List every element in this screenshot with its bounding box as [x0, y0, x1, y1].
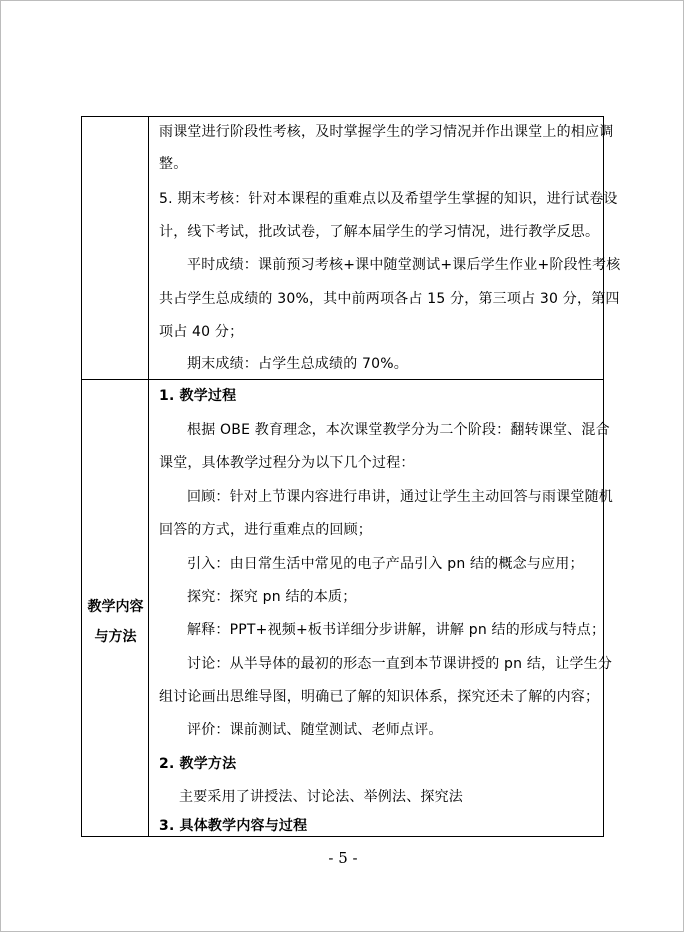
row-content-cell: [149, 117, 621, 379]
text-line: 共占学生总成绩的 30%，其中前两项各占 15 分，第三项占 30 分，第四: [159, 291, 620, 307]
text-line: 讨论：从半导体的最初的形态一直到本节课讲授的 pn 结，让学生分: [187, 656, 613, 672]
text-line: 回答的方式，进行重难点的回顾；: [159, 522, 372, 538]
text-line: 整。: [159, 156, 188, 172]
row-label-line: 与方法: [94, 629, 137, 645]
text-line: 探究：探究 pn 结的本质；: [187, 589, 357, 605]
page-number: - 5 -: [328, 849, 358, 867]
row-content-cell: [149, 380, 613, 836]
text-line: 平时成绩：课前预习考核+课中随堂测试+课后学生作业+阶段性考核: [187, 257, 621, 273]
table-row-teaching: [82, 380, 613, 836]
text-line: 项占 40 分；: [159, 324, 244, 340]
content-table: [81, 116, 621, 837]
row-label-line: 教学内容: [87, 599, 144, 615]
text-line: 解释：PPT+视频+板书详细分步讲解，讲解 pn 结的形成与特点；: [187, 622, 606, 638]
text-line: 雨课堂进行阶段性考核，及时掌握学生的学习情况并作出课堂上的相应调: [159, 124, 614, 140]
row-label: [82, 592, 149, 652]
row-label-cell: [82, 380, 149, 836]
text-line: 回顾：针对上节课内容进行串讲，通过让学生主动回答与雨课堂随机: [187, 489, 613, 505]
text-line: 引入：由日常生活中常见的电子产品引入 pn 结的概念与应用；: [187, 556, 584, 572]
text-line: 计，线下考试，批改试卷，了解本届学生的学习情况，进行教学反思。: [159, 224, 600, 240]
section-heading: 2. 教学方法: [159, 756, 237, 772]
section-heading: 3. 具体教学内容与过程: [159, 818, 308, 834]
text-line: 主要采用了讲授法、讨论法、举例法、探究法: [179, 789, 463, 805]
table-row-assessment: [82, 117, 621, 380]
text-line: 组讨论画出思维导图，明确已了解的知识体系，探究还未了解的内容；: [159, 689, 600, 705]
section-heading: 1. 教学过程: [159, 388, 237, 404]
row-label-cell: [82, 117, 149, 379]
text-line: 5. 期末考核：针对本课程的重难点以及希望学生掌握的知识，进行试卷设: [159, 191, 618, 207]
text-line: 期末成绩：占学生总成绩的 70%。: [187, 356, 408, 372]
text-line: 评价：课前测试、随堂测试、老师点评。: [187, 722, 443, 738]
text-line: 课堂，具体教学过程分为以下几个过程：: [159, 455, 415, 471]
text-line: 根据 OBE 教育理念，本次课堂教学分为二个阶段：翻转课堂、混合: [187, 422, 610, 438]
